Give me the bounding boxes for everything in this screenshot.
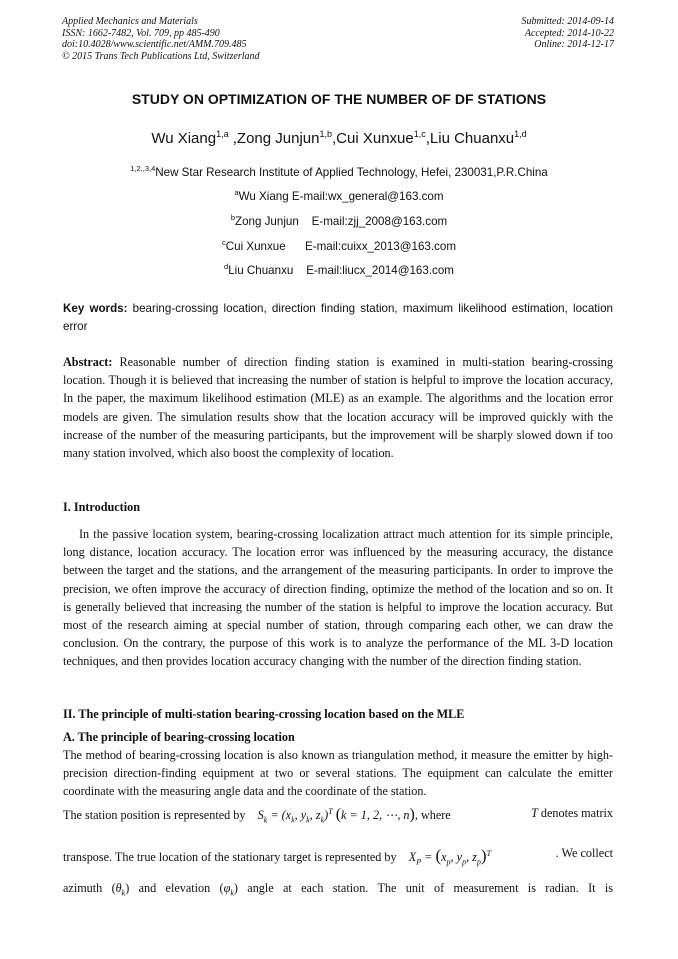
line1-end: , where — [414, 808, 451, 822]
email-line — [0, 215, 678, 228]
affiliation-sup: 1,2,,3,4 — [130, 164, 156, 173]
journal-header — [62, 16, 260, 62]
line3-a: azimuth ( — [63, 881, 116, 895]
author-name: ,Zong Junjun — [228, 130, 320, 147]
abstract-label: Abstract: — [63, 355, 113, 369]
journal-name: Applied Mechanics and Materials — [62, 16, 198, 27]
date-online: Online: 2014-12-17 — [534, 39, 614, 51]
email-line — [0, 264, 678, 277]
email-text: Liu Chuanxu E-mail:liucx_2014@163.com — [228, 264, 454, 277]
author-sup: 1,c — [413, 129, 426, 139]
keywords — [63, 300, 613, 336]
line1-start: The station position is represented by — [63, 808, 246, 822]
journal-issn: ISSN: 1662-7482, Vol. 709, pp 485-490 — [62, 27, 220, 39]
email-text: Zong Junjun E-mail:zjj_2008@163.com — [234, 215, 448, 228]
email-text: Wu Xiang E-mail:wx_general@163.com — [238, 190, 444, 203]
abstract-text: Reasonable number of direction finding station is examined in multi-station bearing-crossing location. Though it is believed that increasing the number of station is helpful to improve the location accuracy, In the paper, the maximum likelihood estimation (MLE) as an example. The algorithms and the location error models are given. The simulation results show that the location accuracy will be improved quickly with the increase of the number of the measuring participants, but the improvement will be sharply slowed down if too many station involved, which also boost the complexity of location. — [63, 355, 613, 461]
email-line — [0, 190, 678, 203]
target-formula: $X_P = (x_p$, $y_p$, $z_p)^T$ — [408, 846, 492, 867]
email-line — [0, 240, 678, 253]
station-formula: $S_k = (x_k$, $y_k$, $z_k)^T$ (k = 1, 2, ⋯, n) — [257, 806, 415, 825]
author-sup: 1,a — [216, 129, 229, 139]
line1-tail — [531, 806, 613, 821]
section-heading-introduction: I. Introduction — [63, 500, 140, 514]
date-submitted: Submitted: 2014-09-14 — [521, 16, 614, 27]
line1-text — [63, 806, 451, 824]
line3-b: ) and elevation ( — [125, 881, 224, 895]
theta-symbol: $\theta_k$ — [115, 881, 126, 898]
author-sup: 1,d — [514, 129, 527, 139]
matrix-t-symbol: T — [531, 806, 538, 820]
email-sup: d — [224, 262, 229, 271]
email-sup: a — [234, 188, 239, 197]
author-name: ,Cui Xunxue — [332, 130, 414, 147]
email-text: Cui Xunxue E-mail:cuixx_2013@163.com — [225, 240, 456, 253]
subsection-heading-a: A. The principle of bearing-crossing location — [63, 730, 295, 744]
line3-c: ) angle at each station. The unit of measurement is radian. It is — [233, 881, 613, 895]
author-name: Wu Xiang — [151, 130, 217, 147]
abstract — [63, 353, 613, 462]
line2-start: transpose. The true location of the stationary target is represented by — [63, 850, 397, 864]
subsection-a-paragraph: The method of bearing-crossing location is also known as triangulation method, it measure the emitter by high-precision direction-finding equipment at two or several stations. The equipment can calculate the emitter coordinate with the measuring angle data and the coordinate of the station. — [63, 748, 613, 799]
dates-header — [522, 16, 615, 51]
author-list — [0, 130, 678, 147]
journal-doi: doi:10.4028/www.scientific.net/AMM.709.485 — [62, 39, 247, 51]
phi-symbol: $\varphi_k$ — [223, 881, 234, 898]
line1-tail-text: denotes matrix — [540, 806, 613, 820]
subsection-a-text — [63, 746, 613, 801]
affiliation — [0, 166, 678, 179]
author-sup: 1,b — [319, 129, 333, 139]
journal-copyright: © 2015 Trans Tech Publications Ltd, Switzerland — [62, 50, 260, 62]
email-sup: b — [230, 213, 235, 222]
line2-text — [63, 846, 491, 866]
introduction-text — [63, 525, 613, 671]
line2-end: . We collect — [555, 846, 613, 860]
email-sup: c — [222, 238, 226, 247]
introduction-paragraph: In the passive location system, bearing-crossing localization attract much attention for its simple principle, long distance, location accuracy. The location error was influenced by the measuring accuracy, the distance between the target and the stations, and the arrangement of the measuring participants. In order to improve the precision, we often improve the accuracy of direction finding, optimize the method of the location and so on. It is generally believed that increasing the number of the station is helpful to improve the location accuracy. But most of the research aiming at special number of station, through comparing each other, we can draw the conclusion. On the contrary, the purpose of this work is to analyze the performance of the ML 3-D location techniques, and then provides location accuracy changing with the number of the direction finding station. — [63, 527, 613, 669]
author-name: ,Liu Chuanxu — [425, 130, 515, 147]
section-heading-principle: II. The principle of multi-station bearing-crossing location based on the MLE — [63, 707, 465, 721]
keywords-label: Key words: — [63, 302, 128, 315]
line3-text — [63, 881, 613, 897]
date-accepted: Accepted: 2014-10-22 — [524, 27, 614, 39]
keywords-text: bearing-crossing location, direction finding station, maximum likelihood estimation, location error — [63, 302, 613, 333]
affiliation-text: New Star Research Institute of Applied Technology, Hefei, 230031,P.R.China — [155, 166, 548, 179]
paper-title: STUDY ON OPTIMIZATION OF THE NUMBER OF DF STATIONS — [131, 91, 547, 107]
